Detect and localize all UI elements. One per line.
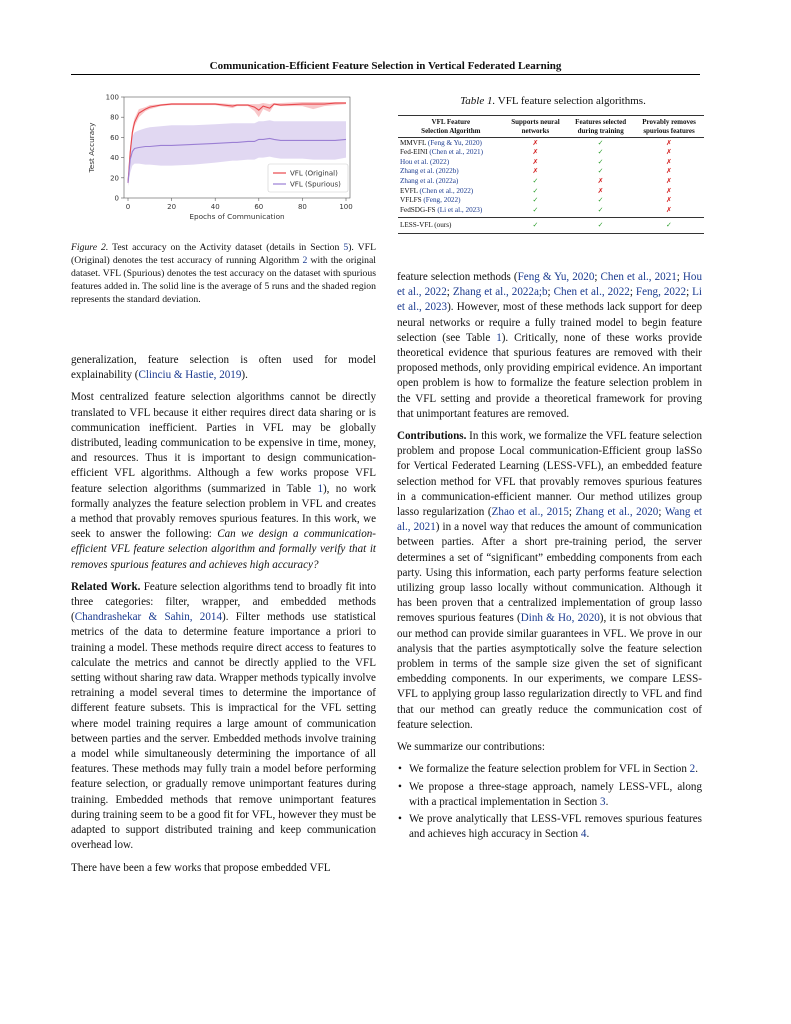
paragraph: feature selection methods (Feng & Yu, 2020; Chen et al., 2021; Hou et al., 2022; Zhang et al., 2022a;b; Chen et al., 2022; Feng, 2022; Li et al., 2023). However, most of these methods lack support for deep neural networks or require a fully trained model to begin feature selection (see Table 1). Critically, none of these works provide theoretical evidence that spurious features are removed with their proposed methods, only providing empirical evidence. An important open problem is how to formalize the feature selection problem in the VFL setting and provide a theoretical framework for proving that unimportant features are removed. — [397, 271, 703, 420]
cross-icon: ✗ — [597, 186, 604, 195]
check-icon: ✓ — [597, 138, 604, 147]
y-tick-label: 40 — [110, 154, 119, 163]
header-algorithm: VFL Feature Selection Algorithm — [421, 118, 481, 135]
citation-link[interactable]: (Feng, 2022) — [423, 196, 461, 205]
citation-link[interactable]: Wang et al., 2021 — [397, 506, 702, 534]
line-chart — [78, 90, 368, 225]
contribution-item: • We formalize the feature selection problem for VFL in Section 2. — [397, 762, 702, 777]
check-icon: ✓ — [532, 205, 539, 214]
citation-link[interactable]: Chandrashekar & Sahin, 2014 — [74, 611, 222, 624]
section-ref[interactable]: 2 — [689, 763, 696, 776]
cross-icon: ✗ — [666, 148, 673, 157]
check-icon: ✓ — [532, 221, 539, 230]
citation-link[interactable]: (Chen et al., 2022) — [419, 186, 474, 195]
check-icon: ✓ — [666, 221, 673, 230]
contributions-list — [397, 762, 702, 842]
citation-link[interactable]: Feng, 2022 — [635, 286, 687, 299]
section-heading: Related Work. — [71, 580, 141, 593]
citation-link[interactable]: Feng & Yu, 2020 — [517, 271, 595, 283]
citation-link[interactable]: (Li et al., 2023) — [437, 205, 483, 214]
cross-icon: ✗ — [666, 157, 673, 166]
cross-icon: ✗ — [532, 148, 539, 157]
contribution-item: • We propose a three-stage approach, namely LESS-VFL, along with a practical implementation in Section 3. — [398, 780, 702, 808]
section-heading: Contributions. — [397, 430, 467, 443]
citation-link[interactable]: (Feng & Yu, 2020) — [427, 138, 482, 147]
header-during-training: Features selected during training — [575, 118, 627, 135]
table-1 — [398, 95, 708, 234]
caption-label: Figure 2. — [71, 242, 109, 253]
header-provable: Provably removes spurious features — [642, 118, 696, 135]
table-row: EVFL (Chen et al., 2022) ✓ ✗ ✗ — [400, 186, 673, 195]
citation-link[interactable]: Zhang et al., 2022a;b — [452, 286, 548, 299]
algorithm-ref[interactable]: 2 — [302, 255, 308, 267]
x-tick-label: 100 — [339, 203, 353, 211]
table-ref[interactable]: 1 — [496, 331, 502, 344]
citation-link[interactable]: Hou et al., 2022 — [397, 271, 703, 299]
figure-2-caption: Figure 2. Test accuracy on the Activity dataset (details in Section 5). VFL (Original) denotes the test accuracy of running Algorithm 2 with the original dataset. VFL (Spurious) denotes the test accuracy on the dataset with spurious features added in. The solid line is the average of 5 runs and the shaded region represents the standard deviation. — [71, 242, 376, 306]
check-icon: ✓ — [532, 196, 539, 205]
cross-icon: ✗ — [666, 205, 673, 214]
x-tick-label: 80 — [297, 203, 307, 211]
table-row: FedSDG-FS (Li et al., 2023) ✓ ✓ ✗ — [400, 205, 673, 214]
section-ref[interactable]: 5 — [343, 242, 349, 253]
citation-link[interactable]: Zhang et al. (2022a) — [400, 177, 459, 186]
paragraph: We summarize our contributions: — [397, 741, 545, 754]
cross-icon: ✗ — [666, 186, 673, 195]
paragraph: There have been a few works that propose embedded VFL — [71, 861, 331, 874]
check-icon: ✓ — [597, 148, 604, 157]
check-icon: ✓ — [597, 167, 604, 176]
citation-link[interactable]: Dinh & Ho, 2020 — [520, 612, 600, 625]
figure-2-chart — [78, 90, 368, 225]
paragraph-related-work: Related Work. Feature selection algorithms tend to broadly fit into three categories: filter, wrapper, and embedded methods (Chandrashekar & Sahin, 2014). Filter methods use statistical metrics of the data to determine feature importance a priori to training a model. These methods require direct access to features to calculate the metrics and cannot be directly applied to the VFL setting without sharing raw data. Wrapper methods typically involve retraining a model several times to determine the importance of different feature subsets. This is impractical for the VFL setting where model training requires a large amount of communication between parties and the server. Embedded methods involve training a model while simultaneously determining the importance of all features. These methods may fully train a model before performing feature selection, or gradually remove unimportant features during training. Embedded methods that remove unimportant features during training seem to be a good fit for VFL, however they must be adapted to support distributed training and keep communication overhead low. — [71, 580, 376, 852]
cross-icon: ✗ — [666, 196, 673, 205]
citation-link[interactable]: Chen et al., 2021 — [600, 271, 677, 283]
check-icon: ✓ — [597, 205, 604, 214]
table-ref[interactable]: 1 — [317, 482, 323, 495]
citation-link[interactable]: Zhang et al., 2020 — [575, 506, 659, 519]
bullet-icon: • — [398, 780, 402, 793]
paragraph-contributions: Contributions. In this work, we formalize the VFL feature selection problem and propose Local communication-Efficient group laSSo for Vertical Federated Learning (LESS-VFL), an embedded feature selection method for VFL that provably removes spurious features in a communication-efficient manner. Our method utilizes group lasso regularization (Zhao et al., 2015; Zhang et al., 2020; Wang et al., 2021) in a novel way that reduces the amount of communication between parties. After a short pre-training period, the server determines a set of “significant” embedding components from each party. Using this information, each party performs feature selection utilizing group lasso locally without communication. Although it has been proven that a centralized implementation of group lasso removes spurious features (Dinh & Ho, 2020), it is not obvious that our method can provide similar guarantees in VFL. We prove in our analysis that the parties asymptotically solve the feature selection problem in terms of the sample size given the set of significant embedding components. In our experiments, we compare LESS-VFL to applying group lasso regularization directly to VFL and find that our method can greatly reduce the communication cost of feature selection. — [397, 430, 702, 731]
cross-icon: ✗ — [532, 157, 539, 166]
table-row: Fed-EINI (Chen et al., 2021) ✗ ✓ ✗ — [400, 148, 673, 157]
y-tick-label: 80 — [110, 113, 119, 122]
feature-selection-table — [398, 115, 704, 234]
paragraph: Most centralized feature selection algorithms cannot be directly translated to VFL because it either requires direct data sharing or is communication inefficient. Parties in VFL may be globally distributed, leading communication to be expensive in time, money, and resources. Thus it is important to design communication-efficient VFL algorithms. Although a few works propose VFL feature selection algorithms (summarized in Table 1), no work formally analyzes the feature selection problem in VFL and creates a method that provably removes spurious features. In this work, we seek to answer the following: Can we design a communication-efficient VFL feature selection algorithm and formally verify that it removes spurious features and achieves high accuracy? — [71, 391, 377, 571]
x-tick-label: 60 — [254, 203, 264, 211]
legend-label: VFL (Spurious) — [290, 180, 341, 189]
table-row — [398, 167, 704, 177]
y-tick-label: 60 — [110, 133, 119, 142]
table-caption: Table 1. VFL feature selection algorithms. — [460, 95, 646, 107]
cross-icon: ✗ — [666, 177, 673, 186]
cross-icon: ✗ — [532, 167, 539, 176]
cross-icon: ✗ — [532, 138, 539, 147]
check-icon: ✓ — [532, 177, 539, 186]
header-neural: Supports neural networks — [511, 118, 560, 135]
citation-link[interactable]: Li et al., 2023 — [397, 286, 703, 314]
table-row — [398, 157, 704, 167]
check-icon: ✓ — [597, 221, 604, 230]
check-icon: ✓ — [597, 196, 604, 205]
section-ref[interactable]: 3 — [600, 795, 606, 808]
right-column — [397, 270, 702, 844]
y-tick-label: 100 — [105, 93, 119, 102]
section-ref[interactable]: 4 — [580, 828, 587, 841]
citation-link[interactable]: Clinciu & Hastie, 2019 — [138, 369, 242, 382]
citation-link[interactable]: Zhang et al. (2022b) — [400, 167, 459, 176]
citation-link[interactable]: Chen et al., 2022 — [553, 286, 630, 299]
bullet-icon: • — [398, 812, 402, 825]
table-row-ours: LESS-VFL (ours) ✓ ✓ ✓ — [398, 218, 704, 234]
cross-icon: ✗ — [666, 167, 673, 176]
cross-icon: ✗ — [597, 177, 604, 186]
y-axis-label: Test Accuracy — [87, 122, 96, 173]
citation-link[interactable]: Hou et al. (2022) — [400, 157, 450, 166]
x-tick-label: 0 — [125, 203, 131, 211]
citation-link[interactable]: Zhao et al., 2015 — [491, 506, 569, 519]
paragraph: generalization, feature selection is often used for model explainability (Clinciu & Hastie, 2019). — [71, 354, 376, 382]
table-header-row — [398, 116, 704, 138]
table-row: VFLFS (Feng, 2022) ✓ ✓ ✗ — [400, 196, 673, 205]
y-tick-label: 20 — [110, 174, 119, 183]
research-question: Can we design a communication-efficient VFL feature selection algorithm and formally verify that it removes spurious features and achieves high accuracy? — [71, 528, 377, 571]
bullet-icon: • — [398, 763, 402, 776]
check-icon: ✓ — [597, 157, 604, 166]
contribution-item: • We prove analytically that LESS-VFL removes spurious features and achieves high accuracy in Section 4. — [398, 812, 702, 841]
x-axis-label: Epochs of Communication — [189, 212, 285, 221]
running-head: Communication-Efficient Feature Selection in Vertical Federated Learning — [209, 60, 562, 72]
cross-icon: ✗ — [666, 138, 673, 147]
table-row: MMVFL (Feng & Yu, 2020) ✗ ✓ ✗ — [400, 138, 673, 147]
legend-label: VFL (Original) — [290, 169, 338, 178]
header-rule — [71, 74, 700, 75]
x-tick-label: 20 — [167, 203, 177, 211]
citation-link[interactable]: (Chen et al., 2021) — [429, 148, 484, 157]
y-tick-label: 0 — [114, 194, 119, 203]
table-row — [398, 177, 704, 187]
left-column — [71, 353, 376, 883]
x-tick-label: 40 — [210, 203, 220, 211]
check-icon: ✓ — [532, 186, 539, 195]
